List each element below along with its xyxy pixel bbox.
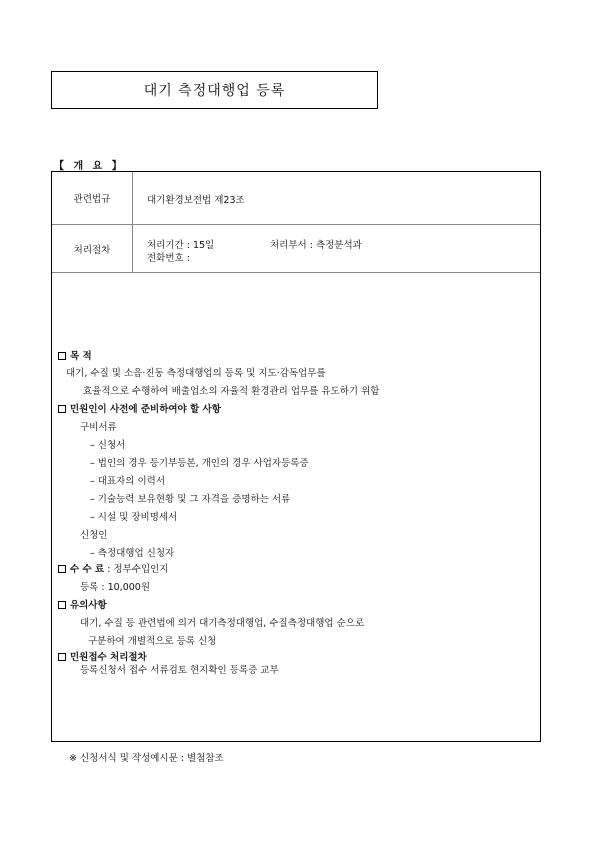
procedure-row (52, 225, 540, 273)
checkbox-icon (58, 565, 66, 573)
process-heading (58, 649, 147, 663)
doc-item: – 법인의 경우 등기부등본, 개인의 경우 사업자등록증 (90, 458, 309, 469)
applicant-label: 신청인 (80, 530, 108, 541)
checkbox-icon (58, 352, 66, 360)
procedure-phone: 전화번호 : (147, 253, 190, 264)
fee-value: 등록 : 10,000원 (80, 582, 151, 593)
procedure-label: 처리절차 (52, 225, 133, 272)
procedure-period: 처리기간 : 15일 (147, 240, 215, 251)
caution-heading (58, 597, 107, 611)
doc-item: – 대표자의 이력서 (90, 476, 166, 487)
docs-label: 구비서류 (80, 422, 117, 433)
purpose-heading-text: 목 적 (70, 351, 92, 362)
law-value: 대기환경보전법 제23조 (147, 195, 245, 206)
caution-line1: 대기, 수질 등 관련법에 의거 대기측정대행업, 수질측정대행업 순으로 (80, 618, 365, 629)
caution-line2: 구분하여 개별적으로 등록 신청 (88, 636, 217, 647)
prep-heading-text: 민원인이 사전에 준비하여야 할 사항 (70, 404, 221, 415)
page-title: 대기 측정대행업 등록 (51, 71, 378, 109)
doc-item: – 시설 및 장비명세서 (90, 512, 178, 523)
checkbox-icon (58, 601, 66, 609)
caution-heading-text: 유의사항 (70, 600, 107, 611)
applicant-item: – 측정대행업 신청자 (90, 548, 175, 559)
law-row (52, 172, 540, 225)
overview-label: 【 개 요 】 (54, 161, 125, 172)
checkbox-icon (58, 653, 66, 661)
procedure-dept: 처리부서 : 측정분석과 (270, 240, 362, 251)
fee-heading (58, 561, 168, 575)
fee-note: : 정부수입인지 (107, 564, 169, 575)
process-steps: 등록신청서 접수 서류검토 현지확인 등록증 교부 (80, 665, 279, 676)
fee-heading-text: 수 수 료 (70, 564, 105, 575)
purpose-line2: 효율적으로 수행하여 배출업소의 자율적 환경관리 업무를 유도하기 위함 (83, 386, 380, 397)
footnote: ※ 신청서식 및 작성예시문 : 별첨참조 (69, 753, 224, 764)
overview-frame (51, 171, 541, 742)
prep-heading (58, 401, 221, 415)
purpose-heading (58, 348, 92, 362)
checkbox-icon (58, 405, 66, 413)
doc-item: – 기술능력 보유현황 및 그 자격을 증명하는 서류 (90, 494, 291, 505)
purpose-line1: 대기, 수질 및 소음·진동 측정대행업의 등록 및 지도·감독업무를 (66, 368, 326, 379)
doc-item: – 신청서 (90, 440, 126, 451)
process-heading-text: 민원접수 처리절차 (70, 652, 147, 663)
law-label: 관련법규 (52, 172, 133, 224)
